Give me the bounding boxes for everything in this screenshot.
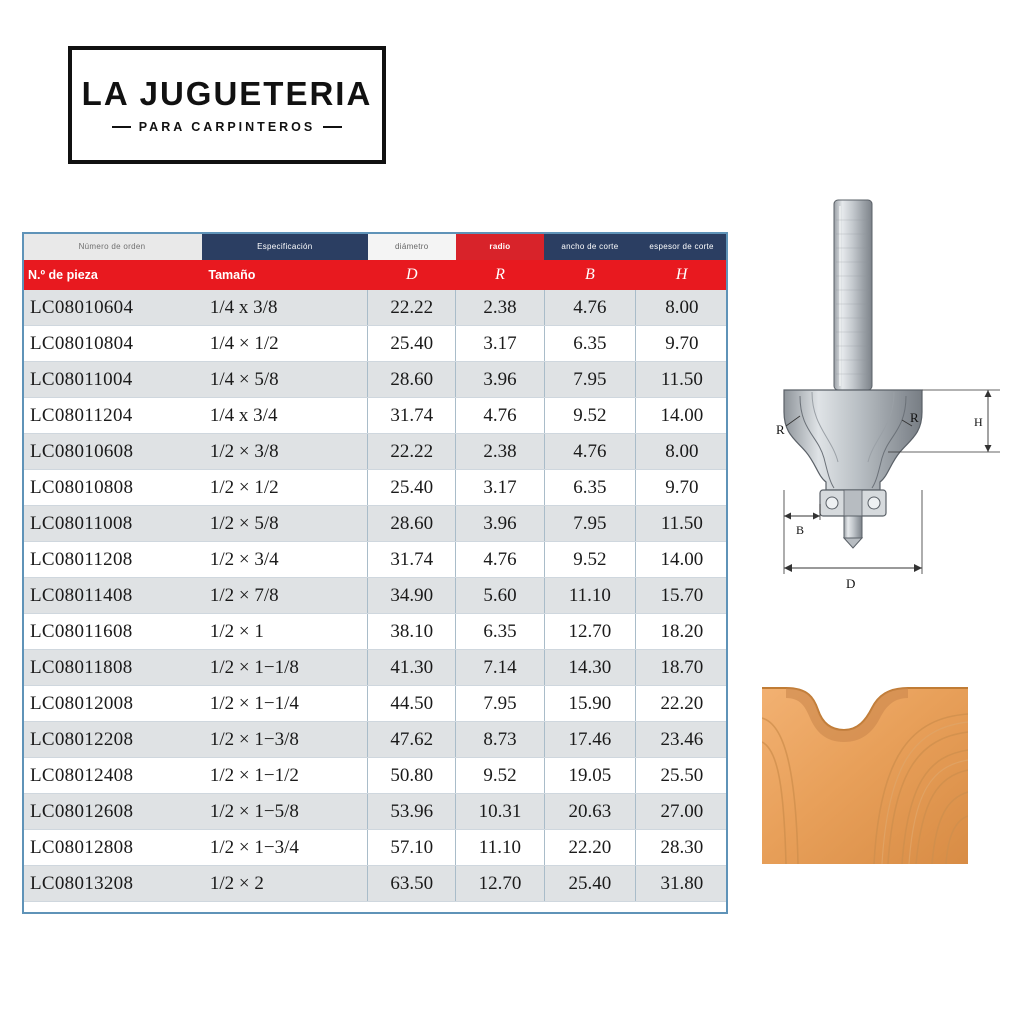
cell-r: 7.14 [456, 650, 544, 686]
logo-primary-text: LA JUGUETERIA [81, 74, 373, 112]
cell-h: 31.80 [636, 866, 728, 902]
cell-size: 1/2 × 5/8 [202, 506, 368, 542]
table-row [22, 722, 728, 758]
cell-part-number: LC08011208 [22, 542, 202, 578]
cell-h: 23.46 [636, 722, 728, 758]
cell-b: 7.95 [544, 506, 636, 542]
strip-cell-cut-thickness [636, 232, 728, 260]
cell-size: 1/2 × 1−1/4 [202, 686, 368, 722]
cell-part-number: LC08010608 [22, 434, 202, 470]
cell-r: 6.35 [456, 614, 544, 650]
cell-part-number: LC08011008 [22, 506, 202, 542]
strip-label-cut-width: ancho de corte [544, 232, 636, 260]
cell-r: 3.17 [456, 326, 544, 362]
cell-r: 5.60 [456, 578, 544, 614]
cell-size: 1/4 x 3/8 [202, 290, 368, 326]
cell-h: 14.00 [636, 398, 728, 434]
strip-cell-specification [202, 232, 368, 260]
cell-r: 7.95 [456, 686, 544, 722]
cell-b: 15.90 [544, 686, 636, 722]
cell-h: 28.30 [636, 830, 728, 866]
strip-cell-order-number [22, 232, 202, 260]
cell-b: 7.95 [544, 362, 636, 398]
table-row [22, 758, 728, 794]
cell-d: 38.10 [368, 614, 456, 650]
label-b: B [796, 523, 805, 537]
cell-size: 1/2 × 3/8 [202, 434, 368, 470]
table-row [22, 506, 728, 542]
cell-b: 14.30 [544, 650, 636, 686]
cell-size: 1/2 × 1−3/8 [202, 722, 368, 758]
cell-h: 8.00 [636, 434, 728, 470]
strip-cell-cut-width [544, 232, 636, 260]
cell-b: 4.76 [544, 290, 636, 326]
cell-d: 50.80 [368, 758, 456, 794]
cell-h: 25.50 [636, 758, 728, 794]
label-d: D [846, 576, 856, 591]
cell-size: 1/4 x 3/4 [202, 398, 368, 434]
cell-h: 15.70 [636, 578, 728, 614]
cell-part-number: LC08011004 [22, 362, 202, 398]
header-diameter-d: D [368, 260, 456, 290]
cell-r: 10.31 [456, 794, 544, 830]
cell-b: 4.76 [544, 434, 636, 470]
strip-label-specification: Especificación [202, 232, 368, 260]
cell-b: 19.05 [544, 758, 636, 794]
cell-r: 4.76 [456, 398, 544, 434]
table-row [22, 326, 728, 362]
table-row [22, 686, 728, 722]
cell-d: 57.10 [368, 830, 456, 866]
strip-label-radius: radio [456, 232, 544, 260]
table-row [22, 866, 728, 902]
cell-r: 3.96 [456, 506, 544, 542]
cell-r: 8.73 [456, 722, 544, 758]
cell-r: 3.17 [456, 470, 544, 506]
cell-h: 18.70 [636, 650, 728, 686]
cell-h: 22.20 [636, 686, 728, 722]
strip-cell-diameter [368, 232, 456, 260]
table-row [22, 470, 728, 506]
cell-d: 63.50 [368, 866, 456, 902]
cell-b: 6.35 [544, 326, 636, 362]
cell-d: 41.30 [368, 650, 456, 686]
cell-h: 27.00 [636, 794, 728, 830]
router-bit-svg [760, 190, 1010, 610]
cell-part-number: LC08012808 [22, 830, 202, 866]
cell-h: 8.00 [636, 290, 728, 326]
cell-d: 28.60 [368, 362, 456, 398]
logo-subtitle-row [112, 120, 342, 134]
cell-h: 11.50 [636, 362, 728, 398]
cell-size: 1/2 × 1−1/2 [202, 758, 368, 794]
header-width-b: B [544, 260, 636, 290]
cell-h: 14.00 [636, 542, 728, 578]
table-row [22, 290, 728, 326]
cell-b: 17.46 [544, 722, 636, 758]
table-row [22, 542, 728, 578]
table-header-row [22, 260, 728, 290]
cell-r: 12.70 [456, 866, 544, 902]
cell-part-number: LC08010804 [22, 326, 202, 362]
strip-label-order-number: Número de orden [22, 232, 202, 260]
table-row [22, 362, 728, 398]
cell-part-number: LC08011808 [22, 650, 202, 686]
cell-d: 22.22 [368, 434, 456, 470]
table-row [22, 830, 728, 866]
cell-h: 18.20 [636, 614, 728, 650]
cell-part-number: LC08010604 [22, 290, 202, 326]
table-row [22, 650, 728, 686]
label-h: H [974, 415, 983, 429]
cell-r: 2.38 [456, 434, 544, 470]
table-row [22, 794, 728, 830]
cell-d: 28.60 [368, 506, 456, 542]
header-part-number: N.º de pieza [22, 260, 202, 290]
cell-b: 11.10 [544, 578, 636, 614]
label-r-right: R [910, 410, 919, 425]
cell-part-number: LC08013208 [22, 866, 202, 902]
wood-profile-sample [762, 658, 968, 864]
strip-label-cut-thickness: espesor de corte [636, 232, 728, 260]
cell-h: 9.70 [636, 326, 728, 362]
table-origin-strip-row [22, 232, 728, 260]
logo-rule-left [112, 126, 131, 128]
cell-b: 12.70 [544, 614, 636, 650]
cell-part-number: LC08012008 [22, 686, 202, 722]
cell-b: 22.20 [544, 830, 636, 866]
label-r-left: R [776, 422, 785, 437]
cell-h: 11.50 [636, 506, 728, 542]
cell-r: 4.76 [456, 542, 544, 578]
header-size: Tamaño [202, 260, 368, 290]
cell-size: 1/2 × 1−1/8 [202, 650, 368, 686]
cell-h: 9.70 [636, 470, 728, 506]
cell-part-number: LC08011204 [22, 398, 202, 434]
logo-rule-right [323, 126, 342, 128]
cell-d: 53.96 [368, 794, 456, 830]
cell-part-number: LC08010808 [22, 470, 202, 506]
brand-logo [68, 46, 386, 164]
wood-profile-svg [762, 658, 968, 864]
cell-size: 1/2 × 1 [202, 614, 368, 650]
cell-d: 44.50 [368, 686, 456, 722]
specification-table [22, 232, 728, 902]
cell-size: 1/2 × 2 [202, 866, 368, 902]
strip-label-diameter: diámetro [368, 232, 456, 260]
cell-r: 9.52 [456, 758, 544, 794]
cell-d: 31.74 [368, 542, 456, 578]
cell-r: 3.96 [456, 362, 544, 398]
header-radius-r: R [456, 260, 544, 290]
router-bit-diagram [760, 190, 1010, 610]
cell-size: 1/4 × 5/8 [202, 362, 368, 398]
cell-d: 47.62 [368, 722, 456, 758]
cell-part-number: LC08011608 [22, 614, 202, 650]
cell-d: 25.40 [368, 470, 456, 506]
cell-r: 2.38 [456, 290, 544, 326]
cell-b: 25.40 [544, 866, 636, 902]
cell-b: 9.52 [544, 398, 636, 434]
header-height-h: H [636, 260, 728, 290]
cell-d: 22.22 [368, 290, 456, 326]
cell-d: 34.90 [368, 578, 456, 614]
cell-size: 1/2 × 7/8 [202, 578, 368, 614]
cell-part-number: LC08011408 [22, 578, 202, 614]
cell-part-number: LC08012608 [22, 794, 202, 830]
cell-r: 11.10 [456, 830, 544, 866]
cell-size: 1/2 × 1−3/4 [202, 830, 368, 866]
cell-size: 1/4 × 1/2 [202, 326, 368, 362]
cell-b: 20.63 [544, 794, 636, 830]
cell-d: 25.40 [368, 326, 456, 362]
cell-b: 9.52 [544, 542, 636, 578]
cell-size: 1/2 × 1−5/8 [202, 794, 368, 830]
logo-secondary-text: PARA CARPINTEROS [138, 119, 316, 134]
table-row [22, 578, 728, 614]
specification-table-wrapper [22, 232, 728, 902]
cell-b: 6.35 [544, 470, 636, 506]
cell-size: 1/2 × 3/4 [202, 542, 368, 578]
cell-d: 31.74 [368, 398, 456, 434]
table-row [22, 398, 728, 434]
strip-cell-radius [456, 232, 544, 260]
table-row [22, 614, 728, 650]
cell-size: 1/2 × 1/2 [202, 470, 368, 506]
cell-part-number: LC08012208 [22, 722, 202, 758]
table-row [22, 434, 728, 470]
cell-part-number: LC08012408 [22, 758, 202, 794]
